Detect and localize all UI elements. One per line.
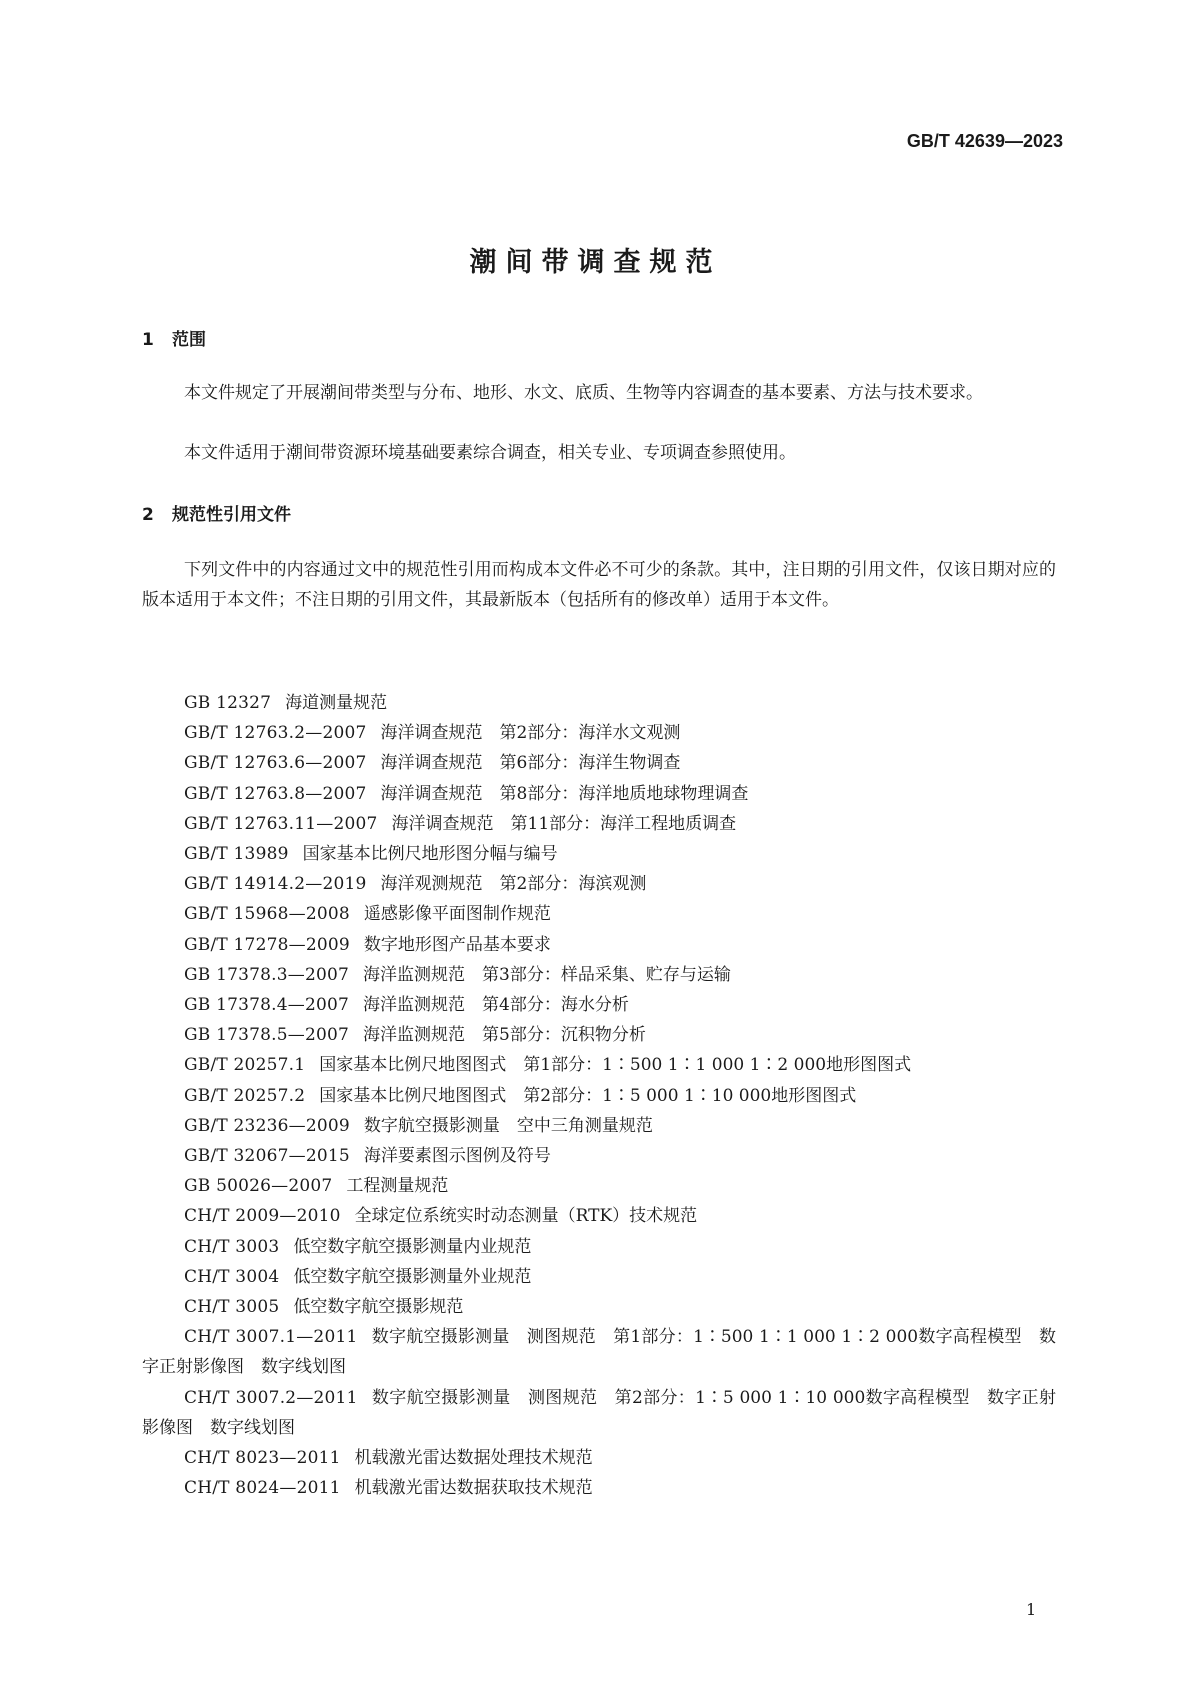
reference-item — [142, 1201, 1056, 1231]
reference-code: GB/T 32067—2015 — [184, 1146, 350, 1167]
reference-item — [142, 1443, 1056, 1473]
reference-title: 全球定位系统实时动态测量（RTK）技术规范 — [354, 1206, 698, 1227]
reference-title: 数字地形图产品基本要求 — [363, 934, 551, 955]
reference-item — [142, 748, 1056, 778]
reference-title: 海洋调查规范 第6部分：海洋生物调查 — [380, 753, 681, 774]
reference-title: 海洋监测规范 第3部分：样品采集、贮存与运输 — [363, 964, 731, 985]
reference-item — [142, 1081, 1056, 1111]
section-number: 2 — [142, 505, 154, 525]
reference-code: GB 50026—2007 — [184, 1176, 333, 1197]
reference-code: GB/T 20257.1 — [184, 1055, 306, 1076]
reference-item — [142, 899, 1056, 929]
section-title: 规范性引用文件 — [172, 505, 291, 525]
page-number: 1 — [1026, 1600, 1037, 1619]
reference-item — [142, 1292, 1056, 1322]
reference-code: GB/T 12763.2—2007 — [184, 723, 367, 744]
reference-code: GB/T 14914.2—2019 — [184, 874, 367, 895]
reference-code: GB 17378.4—2007 — [184, 995, 350, 1016]
reference-title: 数字航空摄影测量 测图规范 第1部分：1∶500 1∶1 000 1∶2 000数字高程模型 数字正射影像图 数字线划图 — [142, 1327, 1057, 1378]
reference-title: 低空数字航空摄影测量外业规范 — [293, 1266, 532, 1287]
reference-item — [142, 1111, 1056, 1141]
reference-code: GB/T 12763.11—2007 — [184, 813, 378, 834]
reference-title: 海洋调查规范 第8部分：海洋地质地球物理调查 — [380, 783, 749, 804]
reference-code: CH/T 3005 — [184, 1297, 280, 1318]
reference-item — [142, 869, 1056, 899]
reference-title: 国家基本比例尺地图图式 第1部分：1∶500 1∶1 000 1∶2 000地形图图式 — [319, 1055, 912, 1076]
reference-title: 工程测量规范 — [346, 1176, 449, 1197]
reference-title: 国家基本比例尺地图图式 第2部分：1∶5 000 1∶10 000地形图图式 — [319, 1085, 857, 1106]
reference-code: CH/T 3007.1—2011 — [184, 1327, 358, 1348]
reference-item — [142, 809, 1056, 839]
reference-code: CH/T 3004 — [184, 1266, 280, 1287]
reference-item — [142, 688, 1056, 718]
reference-code: GB/T 13989 — [184, 844, 289, 865]
reference-item — [142, 960, 1056, 990]
reference-code: GB/T 17278—2009 — [184, 934, 350, 955]
reference-item — [142, 1322, 1056, 1382]
reference-title: 机载激光雷达数据处理技术规范 — [354, 1448, 593, 1469]
reference-code: GB/T 12763.8—2007 — [184, 783, 367, 804]
section-1-heading — [142, 325, 206, 350]
reference-code: CH/T 2009—2010 — [184, 1206, 341, 1227]
reference-code: GB 12327 — [184, 693, 272, 713]
standard-code: GB/T 42639—2023 — [906, 131, 1063, 151]
reference-title: 低空数字航空摄影规范 — [293, 1297, 464, 1318]
reference-item — [142, 990, 1056, 1020]
section-2-heading — [142, 500, 291, 525]
section-number: 1 — [142, 330, 154, 350]
reference-title: 数字航空摄影测量 空中三角测量规范 — [363, 1115, 653, 1136]
reference-code: CH/T 8023—2011 — [184, 1448, 341, 1469]
scope-paragraph-1: 本文件规定了开展潮间带类型与分布、地形、水文、底质、生物等内容调查的基本要素、方法与技术要求。 — [184, 383, 983, 403]
reference-title: 海洋观测规范 第2部分：海滨观测 — [380, 874, 647, 895]
reference-item — [142, 779, 1056, 809]
reference-title: 数字航空摄影测量 测图规范 第2部分：1∶5 000 1∶10 000数字高程模型 数字正射影像图 数字线划图 — [142, 1387, 1056, 1438]
reference-item — [142, 718, 1056, 748]
reference-code: GB/T 15968—2008 — [184, 904, 350, 925]
reference-item — [142, 1020, 1056, 1050]
reference-title: 海道测量规范 — [285, 693, 388, 713]
reference-code: GB/T 20257.2 — [184, 1085, 306, 1106]
reference-code: CH/T 8024—2011 — [184, 1478, 341, 1499]
reference-code: CH/T 3007.2—2011 — [184, 1387, 358, 1408]
section-title: 范围 — [172, 330, 206, 350]
document-title: 潮间带调查规范 — [469, 247, 722, 278]
reference-code: CH/T 3003 — [184, 1236, 280, 1257]
reference-title: 低空数字航空摄影测量内业规范 — [293, 1236, 532, 1257]
reference-title: 机载激光雷达数据获取技术规范 — [354, 1478, 593, 1499]
reference-item — [142, 1383, 1056, 1443]
reference-item — [142, 839, 1056, 869]
reference-title: 遥感影像平面图制作规范 — [363, 904, 551, 925]
reference-item — [142, 1050, 1056, 1080]
reference-item — [142, 1141, 1056, 1171]
reference-item — [142, 1171, 1056, 1201]
reference-title: 海洋要素图示图例及符号 — [363, 1146, 551, 1167]
reference-title: 海洋监测规范 第5部分：沉积物分析 — [363, 1025, 646, 1046]
reference-code: GB 17378.3—2007 — [184, 964, 350, 985]
reference-item — [142, 930, 1056, 960]
references-intro: 下列文件中的内容通过文中的规范性引用而构成本文件必不可少的条款。其中，注日期的引用文件，仅该日期对应的版本适用于本文件；不注日期的引用文件，其最新版本（包括所有的修改单）适用于本文件。 — [142, 560, 1056, 610]
reference-item — [142, 1473, 1056, 1503]
reference-code: GB/T 23236—2009 — [184, 1115, 350, 1136]
reference-title: 海洋监测规范 第4部分：海水分析 — [363, 995, 629, 1016]
reference-title: 海洋调查规范 第11部分：海洋工程地质调查 — [391, 813, 737, 834]
scope-paragraph-2: 本文件适用于潮间带资源环境基础要素综合调查，相关专业、专项调查参照使用。 — [184, 443, 796, 463]
reference-code: GB 17378.5—2007 — [184, 1025, 350, 1046]
reference-item — [142, 1262, 1056, 1292]
reference-item — [142, 1232, 1056, 1262]
reference-title: 海洋调查规范 第2部分：海洋水文观测 — [380, 723, 681, 744]
reference-list — [142, 688, 1056, 1503]
reference-code: GB/T 12763.6—2007 — [184, 753, 367, 774]
reference-title: 国家基本比例尺地形图分幅与编号 — [302, 844, 558, 865]
